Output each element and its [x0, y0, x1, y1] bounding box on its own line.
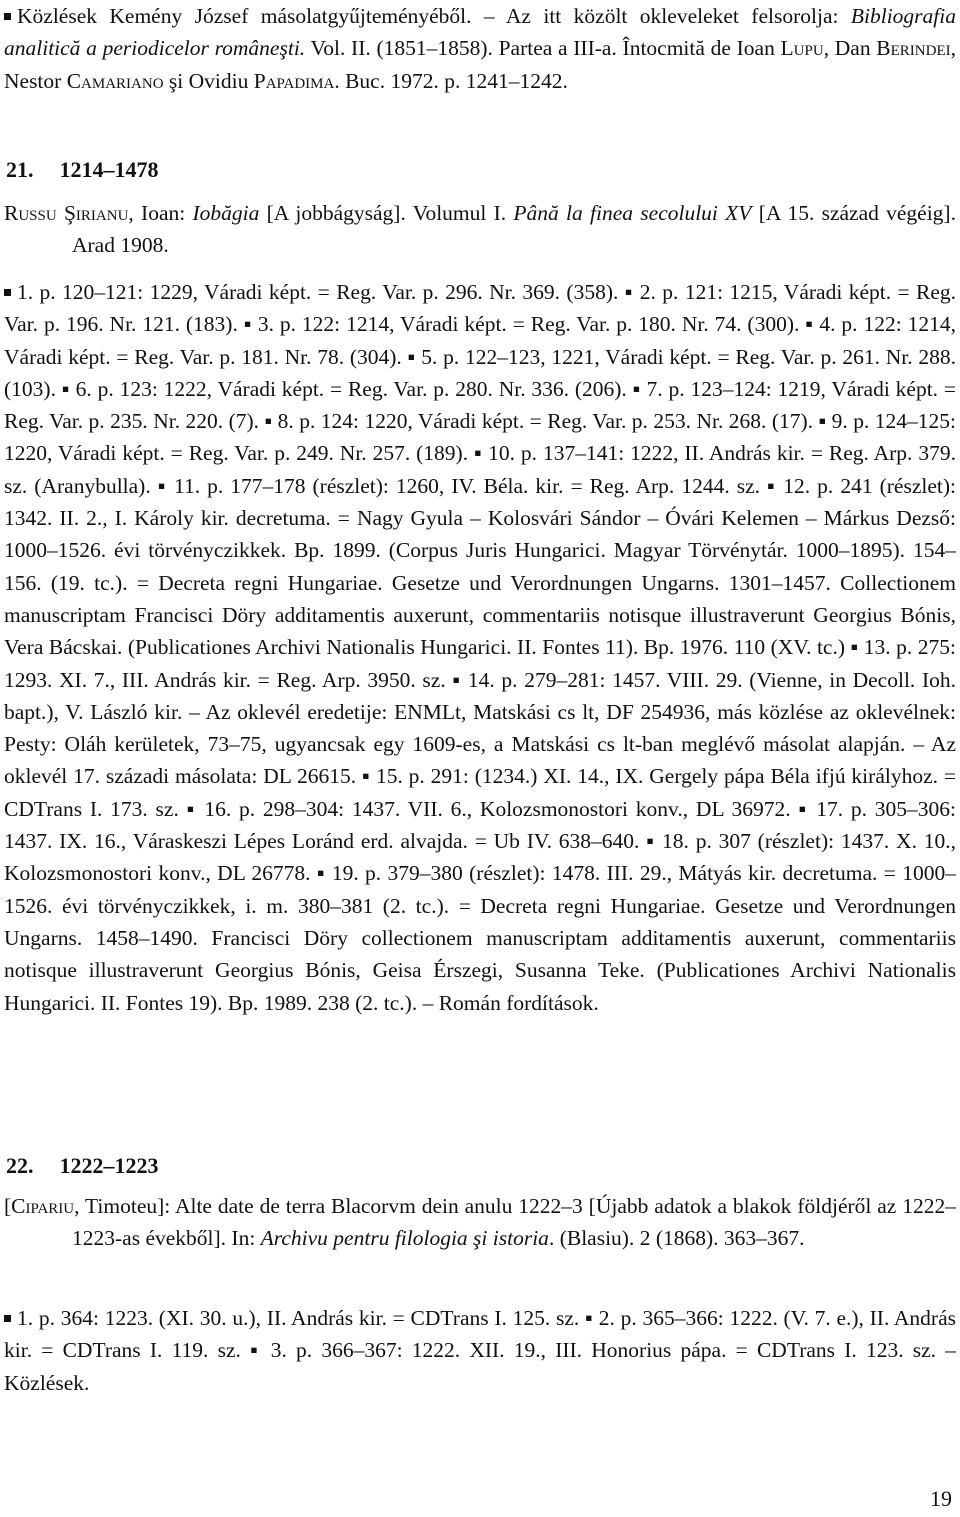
- reference-subtitle-translation: [A 15. század végéig]. Arad 1908.: [72, 201, 956, 258]
- prev-entry-intro: Közlések Kemény József másolatgyűjteményéből. – Az itt közölt okleveleket felsorolja:: [17, 4, 851, 28]
- prev-entry-end: . Buc. 1972. p. 1241–1242.: [334, 68, 568, 93]
- reference-journal-rest: . (Blasiu). 2 (1868). 363–367.: [548, 1226, 805, 1251]
- page-number: 19: [930, 1486, 952, 1511]
- reference-author-rest: , Ioan:: [128, 201, 193, 225]
- reference-subtitle: Până la finea secolului XV: [513, 201, 752, 225]
- entry-number: 21.: [6, 157, 34, 182]
- entry-number: 22.: [6, 1153, 34, 1178]
- editor-name: Papadima: [253, 68, 335, 93]
- bracket: [: [4, 1194, 12, 1218]
- prev-entry-source-title: Bibliografia analitică a periodicelor româneşti.: [4, 4, 956, 61]
- reference-author: Cipariu: [11, 1194, 75, 1218]
- separator: , Dan: [823, 36, 877, 61]
- bullet-icon: [4, 13, 11, 20]
- prev-entry-source-rest: Vol. II. (1851–1858). Partea a III-a. Întocmită de Ioan: [305, 36, 781, 61]
- entry-22-body: [4, 1302, 956, 1399]
- entry-date-range: 1222–1223: [59, 1153, 159, 1178]
- entry-22-heading: [6, 1151, 159, 1181]
- separator: , Nestor: [4, 36, 956, 93]
- reference-title-translation: [A jobbágyság]. Volumul I.: [259, 201, 514, 225]
- editor-name: Berindei: [876, 36, 951, 61]
- entry-21-heading: [6, 155, 159, 185]
- reference-author-rest: , Timoteu]: Alte date de terra Blacorvm dein anulu 1222–3 [Újabb adatok a blakok földjéről az 1222–1223-as évekből]. In:: [72, 1194, 956, 1251]
- entry-21-text: 1. p. 120–121: 1229, Váradi képt. = Reg. Var. p. 296. Nr. 369. (358). ▪ 2. p. 121: 1215, Váradi képt. = Reg. Var. p. 196. Nr. 121. (183). ▪ 3. p. 122: 1214, Váradi képt. = Reg. Var. p. 180. Nr. 74. (300). ▪ 4. p. 122: 1214, Váradi képt. = Reg. Var. p. 181. Nr. 78. (304). ▪ 5. p. 122–123, 1221, Váradi képt. = Reg. Var. p. 261. Nr. 288. (103). ▪ 6. p. 123: 1222, Váradi képt. = Reg. Var. p. 280. Nr. 336. (206). ▪ 7. p. 123–124: 1219, Váradi képt. = Reg. Var. p. 235. Nr. 220. (7). ▪ 8. p. 124: 1220, Váradi képt. = Reg. Var. p. 253. Nr. 268. (17). ▪ 9. p. 124–125: 1220, Váradi képt. = Reg. Var. p. 249. Nr. 257. (189). ▪ 10. p. 137–141: 1222, II. András kir. = Reg. Arp. 379. sz. (Aranybulla). ▪ 11. p. 177–178 (részlet): 1260, IV. Béla. kir. = Reg. Arp. 1244. sz. ▪ 12. p. 241 (részlet): 1342. II. 2., I. Károly kir. decretuma. = Nagy Gyula – Kolosvári Sándor – Óvári Kelemen – Márkus Dezső: 1000–1526. évi törvényczikkek. Bp. 1899. (Corpus Juris Hungarici. Magyar Törvénytár. 1000–1895). 154–156. (19. tc.). = Decreta regni Hungariae. Gesetze und Verordnungen Ungarns. 1301–1457. Collectionem manuscriptam Francisci Döry additamentis auxerunt, commentariis notisque illustraverunt Georgius Bónis, Vera Bácskai. (Publicationes Archivi Nationalis Hungarici. II. Fontes 11). Bp. 1976. 110 (XV. tc.) ▪ 13. p. 275: 1293. XI. 7., III. András kir. = Reg. Arp. 3950. sz. ▪ 14. p. 279–281: 1457. VIII. 29. (Vienne, in Decoll. Ioh. bapt.), V. László kir. – Az oklevél eredetije: ENMLt, Matskási cs lt, DF 254936, más közlése az oklevélnek: Pesty: Oláh kerületek, 73–75, ugyancsak egy 1609-es, a Matskási cs lt-ban meglévő másolat alapján. – Az oklevél 17. századi másolata: DL 26615. ▪ 15. p. 291: (1234.) XI. 14., IX. Gergely pápa Béla ifjú királyhoz. = CDTrans I. 173. sz. ▪ 16. p. 298–304: 1437. VII. 6., Kolozsmonostori konv., DL 36972. ▪ 17. p. 305–306: 1437. IX. 16., Váraskeszi Lépes Loránd erd. alvajda. = Ub IV. 638–640. ▪ 18. p. 307 (részlet): 1437. X. 10., Kolozsmonostori konv., DL 26778. ▪ 19. p. 379–380 (részlet): 1478. III. 29., Mátyás kir. decretuma. = 1000–1526. évi törvényczikkek, i. m. 380–381 (2. tc.). = Decreta regni Hungariae. Gesetze und Verordnungen Ungarns. 1458–1490. Francisci Döry collectionem manuscriptam additamentis auxerunt, commentariis notisque illustraverunt Georgius Bónis, Geisa Érszegi, Susanna Teke. (Publicationes Archivi Nationalis Hungarici. II. Fontes 19). Bp. 1989. 238 (2. tc.). – Román fordítások.: [4, 280, 956, 1015]
- bullet-icon: [4, 289, 11, 296]
- bullet-icon: [4, 1315, 11, 1322]
- entry-date-range: 1214–1478: [59, 157, 159, 182]
- reference-title: Iobăgia: [192, 201, 260, 225]
- entry-21-reference: [4, 197, 956, 262]
- entry-22-reference: [4, 1190, 956, 1255]
- separator: şi Ovidiu: [163, 68, 254, 93]
- reference-journal: Archivu pentru filologia şi istoria: [260, 1226, 549, 1251]
- reference-author: Russu Şirianu: [4, 201, 129, 225]
- entry-21-body: [4, 276, 956, 1019]
- prev-entry-tail: [4, 0, 956, 97]
- editor-name: Lupu: [780, 36, 824, 61]
- entry-22-text: 1. p. 364: 1223. (XI. 30. u.), II. András kir. = CDTrans I. 125. sz. ▪ 2. p. 365–366: 1222. (V. 7. e.), II. András kir. = CDTrans I. 119. sz. ▪ 3. p. 366–367: 1222. XII. 19., III. Honorius pápa. = CDTrans I. 123. sz. – Közlések.: [4, 1306, 956, 1395]
- editor-name: Camariano: [66, 68, 164, 93]
